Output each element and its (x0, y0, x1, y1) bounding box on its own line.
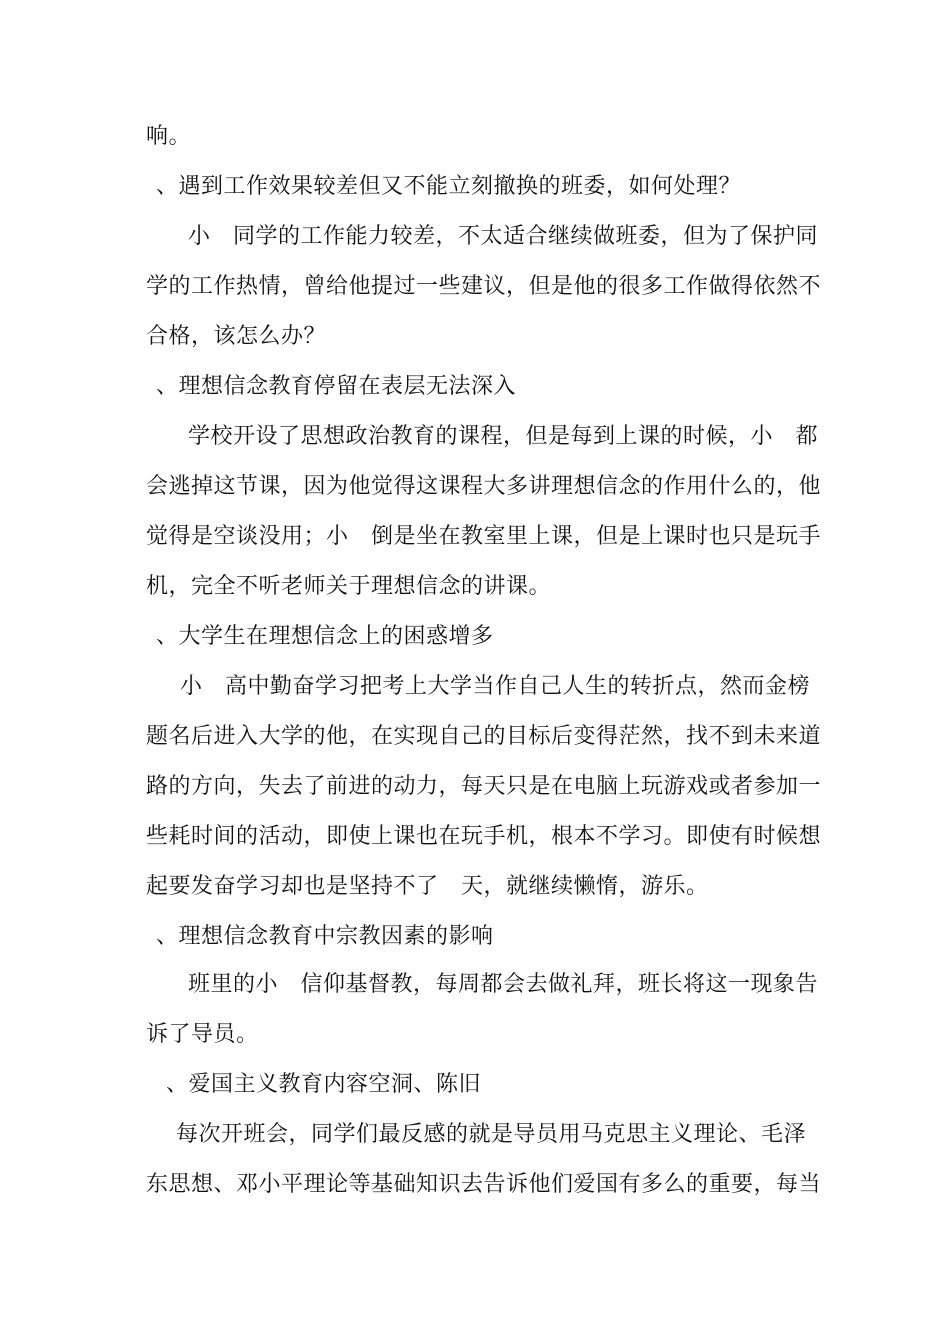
text-line: 学的工作热情，曾给他提过一些建议，但是他的很多工作做得依然不 (146, 274, 822, 299)
section-heading: 、大学生在理想信念上的困惑增多 (156, 624, 494, 649)
text-line: 些耗时间的活动，即使上课也在玩手机，根本不学习。即使有时候想 (146, 824, 822, 849)
text-line: 小 同学的工作能力较差，不太适合继续做班委，但为了保护同 (188, 224, 819, 249)
text-line: 机，完全不听老师关于理想信念的讲课。 (146, 574, 552, 599)
text-line: 路的方向，失去了前进的动力，每天只是在电脑上玩游戏或者参加一 (146, 774, 822, 799)
text-line: 会逃掉这节课，因为他觉得这课程大多讲理想信念的作用什么的，他 (146, 474, 822, 499)
text-line: 班里的小 信仰基督教，每周都会去做礼拜，班长将这一现象告 (188, 972, 819, 997)
text-line: 起要发奋学习却也是坚持不了 天，就继续懒惰，游乐。 (146, 874, 709, 899)
section-heading: 、爱国主义教育内容空洞、陈旧 (166, 1072, 482, 1097)
text-line: 合格，该怎么办？ (146, 324, 327, 349)
text-line: 小 高中勤奋学习把考上大学当作自己人生的转折点，然而金榜 (180, 674, 811, 699)
text-line: 诉了导员。 (146, 1022, 259, 1047)
text-line: 响。 (146, 124, 192, 149)
text-line: 觉得是空谈没用；小 倒是坐在教室里上课，但是上课时也只是玩手 (146, 524, 822, 549)
text-line: 东思想、邓小平理论等基础知识去告诉他们爱国有多么的重要，每当 (146, 1172, 822, 1197)
section-heading: 、理想信念教育中宗教因素的影响 (156, 924, 494, 949)
text-line: 题名后进入大学的他，在实现自己的目标后变得茫然，找不到未来道 (146, 724, 822, 749)
text-line: 每次开班会，同学们最反感的就是导员用马克思主义理论、毛泽 (176, 1122, 807, 1147)
section-heading: 、遇到工作效果较差但又不能立刻撤换的班委，如何处理？ (156, 174, 742, 199)
section-heading: 、理想信念教育停留在表层无法深入 (156, 374, 517, 399)
text-line: 学校开设了思想政治教育的课程，但是每到上课的时候，小 都 (188, 424, 819, 449)
